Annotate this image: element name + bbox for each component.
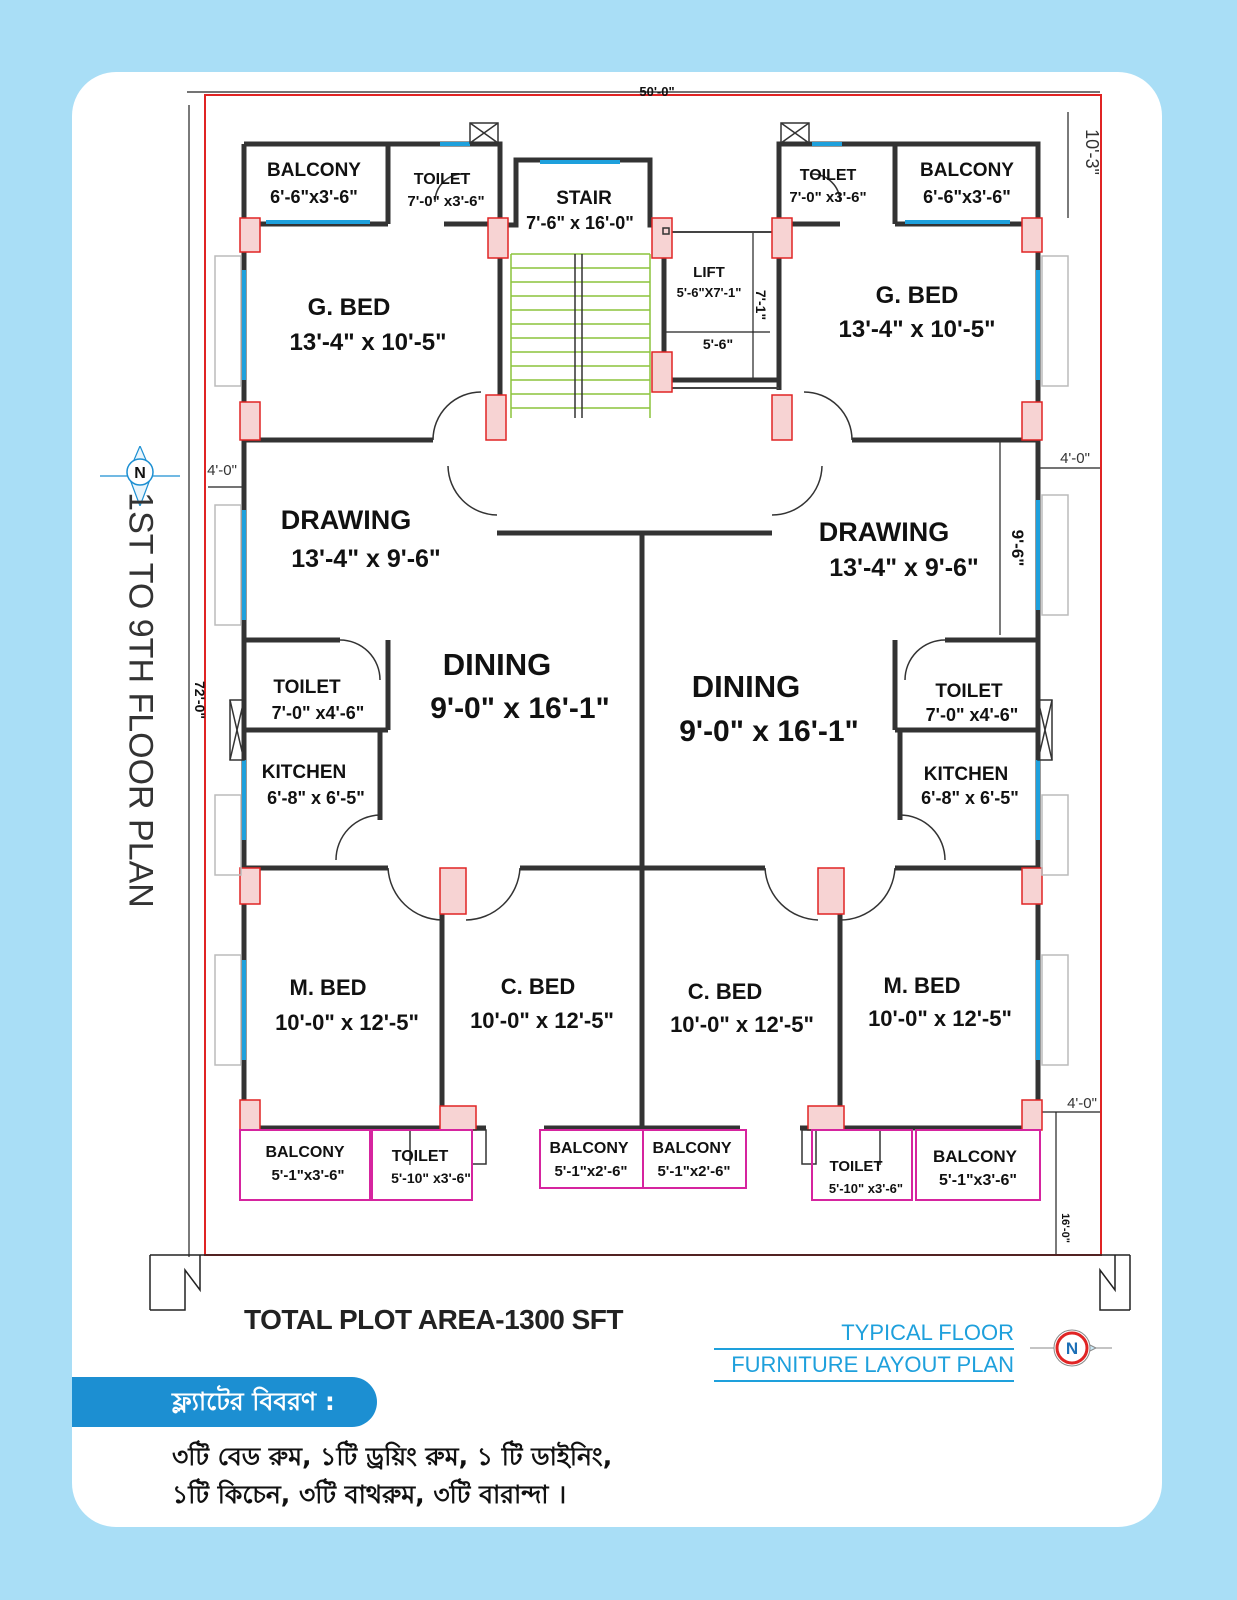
balcony-tl-size: 6'-6"x3'-6" [270, 187, 358, 207]
toilet-br-size: 5'-10" x3'-6" [828, 1181, 904, 1196]
dim-top-right: 10'-3" [1082, 129, 1102, 175]
toilet-bl-size: 5'-10" x3'-6" [391, 1170, 471, 1186]
balcony-bc1-size: 5'-1"x2'-6" [554, 1163, 628, 1180]
dim-width: 50'-0" [639, 84, 675, 99]
balcony-bl-name: BALCONY [265, 1144, 345, 1161]
kitchen-r-name: KITCHEN [923, 764, 1009, 785]
drawing-r-size: 13'-4" x 9'-6" [829, 554, 979, 582]
stair-steps [511, 254, 650, 418]
balcony-tr-size: 6'-6"x3'-6" [923, 187, 1011, 207]
drawing-r-name: DRAWING [818, 517, 950, 547]
gbed-r-size: 13'-4" x 10'-5" [838, 316, 996, 343]
kitchen-l-name: KITCHEN [261, 762, 347, 783]
north-label: N [134, 465, 146, 482]
cbed-r-size: 10'-0" x 12'-5" [670, 1012, 814, 1037]
description-line-2: ১টি কিচেন, ৩টি বাথরুম, ৩টি বারান্দা । [172, 1480, 567, 1509]
typical-line-1: TYPICAL FLOOR [714, 1318, 1014, 1350]
toilet-bl-name: TOILET [391, 1148, 449, 1165]
road-line [150, 1255, 1130, 1310]
toilet-tl-size: 7'-0" x3'-6" [407, 193, 485, 210]
typical-floor-title [714, 1318, 1014, 1382]
lift-name: LIFT [693, 264, 725, 281]
lift-size: 5'-6"X7'-1" [676, 285, 742, 300]
dim-right-setback-bottom: 4'-0" [1067, 1095, 1097, 1112]
balcony-bl-size: 5'-1"x3'-6" [271, 1167, 345, 1184]
plan-title: 1ST TO 9TH FLOOR PLAN [121, 492, 160, 908]
lift-height-dim: 7'-1" [753, 289, 769, 321]
dim-drawing-right: 9'-6" [1008, 529, 1027, 567]
toilet-tr-name: TOILET [799, 167, 857, 184]
stair-size: 7'-6" x 16'-0" [526, 213, 634, 233]
gbed-l-size: 13'-4" x 10'-5" [289, 329, 447, 356]
total-plot-area: TOTAL PLOT AREA-1300 SFT [244, 1304, 624, 1335]
balcony-br-size: 5'-1"x3'-6" [939, 1172, 1017, 1189]
description-line-1: ৩টি বেড রুম, ১টি ড্রয়িং রুম, ১ টি ডাইনিং, [172, 1442, 613, 1471]
description-text [172, 1438, 612, 1514]
dining-r-name: DINING [691, 669, 801, 704]
mbed-l-name: M. BED [289, 975, 367, 1000]
toilet-mr-name: TOILET [935, 681, 1003, 702]
kitchen-r-size: 6'-8" x 6'-5" [921, 788, 1019, 808]
balcony-tl-name: BALCONY [267, 160, 361, 181]
balcony-br-name: BALCONY [932, 1147, 1018, 1166]
kitchen-l-size: 6'-8" x 6'-5" [267, 788, 365, 808]
dim-depth: 72'-0" [192, 681, 208, 719]
balcony-outlines [240, 1130, 1040, 1200]
stair-name: STAIR [556, 188, 612, 209]
dim-right-setback-mid: 4'-0" [1060, 450, 1090, 467]
gbed-r-name: G. BED [875, 282, 959, 309]
mbed-r-name: M. BED [883, 973, 961, 998]
balcony-bc2-size: 5'-1"x2'-6" [657, 1163, 731, 1180]
compass-label: N [1065, 1339, 1079, 1358]
toilet-tl-name: TOILET [413, 171, 471, 188]
balcony-bc2-name: BALCONY [652, 1140, 732, 1157]
toilet-br-name: TOILET [829, 1158, 883, 1175]
dim-left-setback: 4'-0" [207, 462, 237, 479]
mbed-l-size: 10'-0" x 12'-5" [275, 1010, 419, 1035]
dining-l-size: 9'-0" x 16'-1" [430, 692, 610, 725]
balcony-tr-name: BALCONY [920, 160, 1014, 181]
balcony-bc1-name: BALCONY [549, 1140, 629, 1157]
dining-l-name: DINING [442, 647, 552, 682]
mbed-r-size: 10'-0" x 12'-5" [868, 1006, 1012, 1031]
dim-bottom-right: 16'-0" [1059, 1213, 1071, 1243]
lift-width-dim: 5'-6" [702, 336, 734, 352]
typical-line-2: FURNITURE LAYOUT PLAN [714, 1350, 1014, 1382]
toilet-mr-size: 7'-0" x4'-6" [925, 705, 1019, 725]
dining-r-size: 9'-0" x 16'-1" [679, 715, 859, 748]
drawing-l-name: DRAWING [280, 505, 412, 535]
toilet-ml-name: TOILET [273, 677, 341, 698]
cbed-r-name: C. BED [687, 979, 763, 1004]
toilet-ml-size: 7'-0" x4'-6" [271, 703, 365, 723]
gbed-l-name: G. BED [307, 294, 391, 321]
description-tab: ফ্ল্যাটের বিবরণ : [72, 1377, 377, 1427]
compass-icon [1030, 1326, 1112, 1375]
drawing-l-size: 13'-4" x 9'-6" [291, 545, 441, 573]
cbed-l-name: C. BED [500, 974, 576, 999]
toilet-tr-size: 7'-0" x3'-6" [789, 189, 867, 206]
plot-boundary [205, 95, 1101, 1255]
cbed-l-size: 10'-0" x 12'-5" [470, 1008, 614, 1033]
